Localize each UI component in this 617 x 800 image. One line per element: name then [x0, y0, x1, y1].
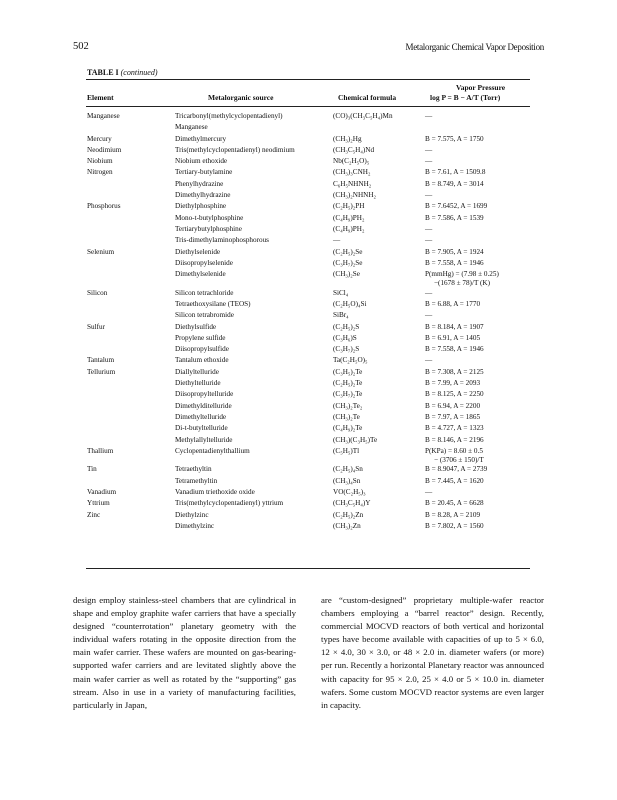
cell-source: Tertiarybutylphosphine	[175, 224, 242, 233]
table-row	[86, 300, 530, 311]
cell-vapor-pressure: B = 7.97, A = 1865	[425, 412, 481, 421]
cell-vapor-pressure: B = 20.45, A = 6628	[425, 499, 484, 508]
cell-element: Phosphorus	[87, 202, 121, 211]
cell-formula: (CH₃)₂Hg	[333, 134, 362, 143]
cell-source: Diethylzinc	[175, 510, 209, 519]
cell-vapor-pressure: B = 8.146, A = 2196	[425, 435, 484, 444]
col-vp-header-line1: Vapor Pressure	[456, 83, 506, 92]
cell-formula: (CH₃)₄Sn	[333, 476, 361, 485]
cell-element: Neodimium	[87, 145, 122, 154]
cell-vapor-pressure: B = 6.88, A = 1770	[425, 299, 481, 308]
cell-vapor-pressure: B = 7.905, A = 1924	[425, 247, 484, 256]
cell-source: Diethylsulfide	[175, 322, 217, 331]
cell-vapor-pressure: B = 7.558, A = 1946	[425, 345, 484, 354]
cell-vapor-pressure-continued: −(1678 ± 78)/T (K)	[434, 279, 490, 288]
cell-source: Propylene sulfide	[175, 333, 226, 342]
table-row	[86, 168, 530, 179]
cell-source: Tricarbonyl(methylcyclopentadienyl)	[175, 112, 283, 120]
cell-source: Tertiary-butylamine	[175, 168, 233, 177]
cell-element: Tantalum	[87, 356, 115, 365]
cell-formula: SiBr₄	[333, 311, 349, 320]
cell-source: Diisopropyltelluride	[175, 390, 234, 399]
cell-vapor-pressure: B = 7.6452, A = 1699	[425, 202, 488, 211]
cell-vapor-pressure: B = 7.802, A = 1560	[425, 521, 484, 530]
cell-vapor-pressure: B = 6.91, A = 1405	[425, 333, 481, 342]
table-row	[86, 390, 530, 401]
cell-vapor-pressure: B = 7.445, A = 1620	[425, 476, 484, 485]
cell-vapor-pressure: —	[425, 157, 433, 166]
cell-source: Di-t-butyltelluride	[175, 424, 228, 433]
table-row	[86, 146, 530, 157]
table-row	[86, 270, 530, 289]
cell-formula: (C₂H₅)₂PH	[333, 202, 365, 211]
table-row	[86, 424, 530, 435]
cell-formula: (CH₃C₅H₄)Nd	[333, 145, 375, 154]
table-row	[86, 356, 530, 367]
cell-source: Dimethylmercury	[175, 134, 227, 143]
table-row	[86, 191, 530, 202]
cell-formula: (C₄H₉)PH₂	[333, 224, 365, 233]
cell-source: Silicon tetrabromide	[175, 311, 234, 320]
cell-formula: (CH₃)₂NHNH₂	[333, 191, 377, 200]
cell-source: Tris(methylcyclopentadienyl) neodimium	[175, 145, 295, 154]
cell-element: Nitrogen	[87, 168, 113, 177]
cell-formula: (C₅H₅)Tl	[333, 446, 360, 455]
cell-source: Tantalum ethoxide	[175, 356, 229, 365]
cell-element: Sulfur	[87, 322, 105, 331]
cell-element: Manganese	[87, 112, 120, 120]
cell-source: Dimethyltelluride	[175, 412, 227, 421]
cell-source: Manganese	[175, 123, 208, 132]
cell-source: Dimethylselenide	[175, 270, 226, 279]
cell-vapor-pressure: B = 8.749, A = 3014	[425, 179, 484, 188]
cell-formula: (C₃H₅)₂Te	[333, 367, 363, 376]
cell-vapor-pressure: B = 8.125, A = 2250	[425, 390, 484, 399]
page-number: 502	[73, 41, 89, 52]
cell-source: Cyclopentadienylthallium	[175, 446, 250, 455]
table-body	[86, 112, 530, 533]
cell-element: Selenium	[87, 247, 115, 256]
cell-formula: (CH₃)₃CNH₂	[333, 168, 371, 177]
cell-vapor-pressure: B = 7.575, A = 1750	[425, 134, 484, 143]
cell-vapor-pressure: —	[425, 112, 433, 120]
cell-element: Yttrium	[87, 499, 110, 508]
cell-vapor-pressure: B = 4.727, A = 1323	[425, 424, 484, 433]
cell-formula: (C₄H₉)PH₂	[333, 213, 365, 222]
cell-formula: (CH₃)(C₃H₅)Te	[333, 435, 378, 444]
table-row	[86, 135, 530, 146]
table-row	[86, 465, 530, 476]
cell-source: Diethylselenide	[175, 247, 221, 256]
cell-formula: Nb(C₂H₅O)₅	[333, 157, 370, 166]
col-formula-header: Chemical formula	[338, 93, 397, 102]
body-text-right-column: are “custom-designed” proprietary multiple-wafer reactor chambers employing a “barrel reactor” design. Recently, commercial MOCVD reactors of both vertical and horizontal types have become available with capacities of up to 5 × 6.0, 12 × 4.0, 30 × 3.0, or 48 × 2.0 in. diameter wafers (or more) per run. Recently a horizontal Planetary reactor was announced with capacity for 95 × 2.0, 25 × 4.0 or 5 × 10.0 in. diameter wafers. Some custom MOCVD reactor systems are even larger in capacity.	[321, 595, 545, 710]
cell-source: Dimethylzinc	[175, 521, 215, 530]
cell-formula: (C₂H₅)₂Se	[333, 247, 363, 256]
cell-vapor-pressure: —	[425, 288, 433, 297]
cell-formula: (CH₃)₂Se	[333, 270, 360, 279]
cell-vapor-pressure: —	[425, 191, 433, 200]
cell-element: Tellurium	[87, 367, 116, 376]
table-row	[86, 123, 530, 134]
cell-source: Diallyltelluride	[175, 367, 219, 376]
cell-vapor-pressure: —	[425, 145, 433, 154]
cell-source: Niobium ethoxide	[175, 157, 228, 166]
cell-source: Diethyltelluride	[175, 379, 221, 388]
cell-formula: (CO)₃(CH₃C₅H₄)Mn	[333, 112, 393, 120]
cell-element: Silicon	[87, 288, 108, 297]
cell-element: Mercury	[87, 134, 112, 143]
table-bottom-rule	[86, 568, 530, 569]
table-row	[86, 112, 530, 123]
cell-source: Tetramethyltin	[175, 476, 218, 485]
cell-formula: SiCl₄	[333, 288, 349, 297]
cell-source: Tris-dimethylaminophosphorous	[175, 236, 269, 245]
cell-vapor-pressure-continued: − (3706 ± 150)/T	[434, 455, 484, 464]
cell-source: Phenylhydrazine	[175, 179, 224, 188]
table-row	[86, 436, 530, 447]
cell-source: Diisopropylsulfide	[175, 345, 229, 354]
cell-formula: (CH₃)₂Zn	[333, 521, 361, 530]
table-header	[86, 83, 530, 105]
table-row	[86, 345, 530, 356]
cell-source: Diethylphosphine	[175, 202, 227, 211]
cell-formula: Ta(C₂H₅O)₅	[333, 356, 368, 365]
table-row	[86, 413, 530, 424]
table-row	[86, 289, 530, 300]
table-row	[86, 157, 530, 168]
cell-formula: (C₃H₇)₂S	[333, 345, 360, 354]
table-row	[86, 236, 530, 247]
cell-vapor-pressure: —	[425, 311, 433, 320]
cell-vapor-pressure: B = 6.94, A = 2200	[425, 401, 481, 410]
col-vp-header-line2: log P = B − A/T (Torr)	[430, 93, 501, 102]
cell-formula: (C₃H₇)₂Se	[333, 258, 363, 267]
cell-element: Tin	[87, 465, 97, 474]
table-row	[86, 447, 530, 466]
table-row	[86, 379, 530, 390]
table-row	[86, 214, 530, 225]
cell-vapor-pressure: P(mmHg) = (7.98 ± 0.25)	[425, 270, 499, 279]
table-row	[86, 368, 530, 379]
cell-formula: C₆H₅NHNH₂	[333, 179, 372, 188]
cell-formula: VO(C₂H₅)₃	[333, 487, 366, 496]
table-row	[86, 488, 530, 499]
running-title: Metalorganic Chemical Vapor Deposition	[405, 42, 544, 52]
cell-formula: —	[333, 236, 341, 245]
table-row	[86, 259, 530, 270]
table-row	[86, 511, 530, 522]
table-row	[86, 248, 530, 259]
table-top-rule	[86, 79, 530, 80]
cell-vapor-pressure: B = 7.61, A = 1509.8	[425, 168, 486, 177]
cell-vapor-pressure: —	[425, 236, 433, 245]
cell-vapor-pressure: B = 8.28, A = 2109	[425, 510, 481, 519]
cell-vapor-pressure: B = 7.99, A = 2093	[425, 379, 481, 388]
cell-formula: (C₂H₅)₄Sn	[333, 465, 363, 474]
table-row	[86, 180, 530, 191]
cell-element: Niobium	[87, 157, 113, 166]
table-row	[86, 522, 530, 533]
cell-source: Silicon tetrachloride	[175, 288, 234, 297]
cell-source: Tetraethyltin	[175, 465, 212, 474]
cell-vapor-pressure: —	[425, 487, 433, 496]
cell-source: Tris(methylcyclopentadienyl) yttrium	[175, 499, 284, 508]
page-header	[73, 41, 544, 55]
cell-formula: (C₂H₅)₂Te	[333, 379, 363, 388]
table-row	[86, 499, 530, 510]
cell-vapor-pressure: —	[425, 356, 433, 365]
col-element-header: Element	[87, 93, 114, 102]
cell-source: Diisopropylselenide	[175, 258, 233, 267]
cell-source: Methylallyltelluride	[175, 435, 233, 444]
table-caption	[87, 68, 158, 77]
table-continued: (continued)	[120, 68, 158, 77]
cell-formula: (C₃H₇)₂Te	[333, 390, 363, 399]
table-row	[86, 225, 530, 236]
cell-vapor-pressure: P(KPa) = 8.60 ± 0.5	[425, 446, 483, 455]
col-source-header: Metalorganic source	[208, 93, 274, 102]
table-header-rule	[86, 106, 530, 107]
cell-source: Vanadium triethoxide oxide	[175, 487, 255, 496]
cell-vapor-pressure: B = 7.558, A = 1946	[425, 258, 484, 267]
cell-source: Dimethylditelluride	[175, 401, 232, 410]
cell-element: Thallium	[87, 446, 114, 455]
cell-vapor-pressure: B = 7.586, A = 1539	[425, 213, 484, 222]
cell-vapor-pressure: B = 8.184, A = 1907	[425, 322, 484, 331]
cell-element: Vanadium	[87, 487, 117, 496]
body-text-left-column: design employ stainless-steel chambers that are cylindrical in shape and employ graphite wafer carriers that have a specially designed “counterrotation” planetary geometry with the individual wafers rotating in the opposite direction from the main wafer carrier. These wafers are mounted on gas-bearing-supported wafer carriers and are levitated slightly above the main wafer carrier as well as rotated by the “supporting” gas stream. Also in use in a variety of manufacturing facilities, particularly in Japan,	[73, 595, 296, 710]
table-row	[86, 402, 530, 413]
cell-source: Tetraethoxysilane (TEOS)	[175, 299, 251, 308]
table-row	[86, 202, 530, 213]
cell-vapor-pressure: —	[425, 224, 433, 233]
table-row	[86, 311, 530, 322]
table-row	[86, 477, 530, 488]
cell-formula: (CH₃C₅H₄)Y	[333, 499, 371, 508]
cell-formula: (C₄H₉)₂Te	[333, 424, 363, 433]
cell-vapor-pressure: B = 7.308, A = 2125	[425, 367, 484, 376]
cell-formula: (C₃H₆)S	[333, 333, 357, 342]
cell-formula: (C₂H₅)₂Zn	[333, 510, 364, 519]
cell-formula: (CH₃)₂Te₂	[333, 401, 363, 410]
cell-formula: (CH₃)₂Te	[333, 412, 360, 421]
cell-formula: (C₂H₅)₂S	[333, 322, 360, 331]
table-row	[86, 323, 530, 334]
cell-formula: (C₂H₅O)₄Si	[333, 299, 367, 308]
cell-source: Dimethylhydrazine	[175, 191, 231, 200]
table-row	[86, 334, 530, 345]
cell-vapor-pressure: B = 8.9047, A = 2739	[425, 465, 488, 474]
table-label: TABLE I	[87, 68, 119, 77]
cell-element: Zinc	[87, 510, 101, 519]
cell-source: Mono-t-butylphosphine	[175, 213, 244, 222]
